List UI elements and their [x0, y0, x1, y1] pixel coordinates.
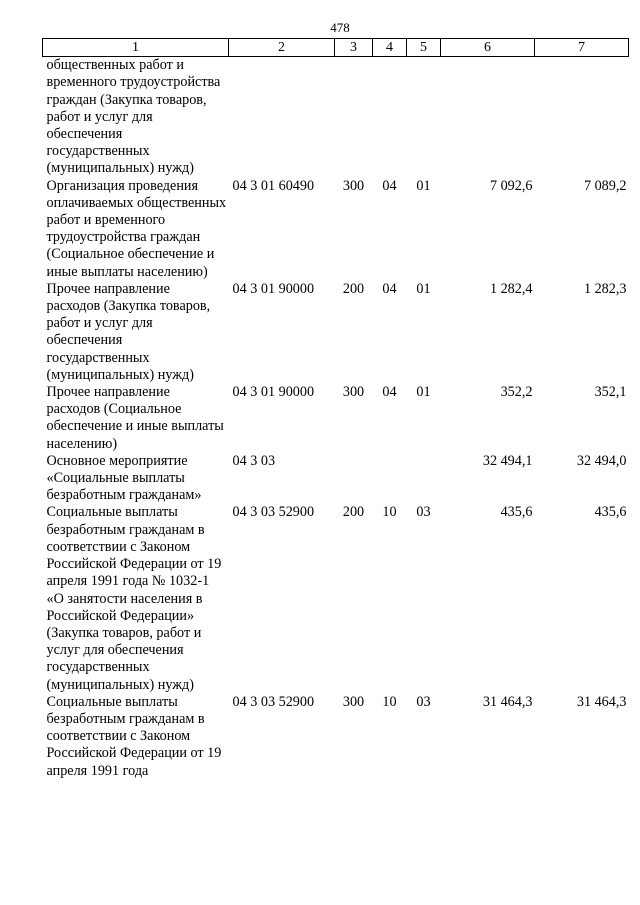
cell-code: 04 3 03 52900: [232, 693, 315, 710]
cell-col7: 32 494,0: [576, 452, 627, 469]
table-row: [43, 281, 629, 384]
cell-col7: 352,1: [594, 384, 627, 401]
table-body: [43, 57, 629, 780]
cell-col5: 01: [416, 384, 431, 401]
cell-col4: 04: [382, 280, 397, 297]
column-header-1: 1: [43, 39, 229, 57]
cell-col4: 10: [382, 504, 397, 521]
cell-col7: 31 464,3: [576, 693, 627, 710]
cell-name: Прочее направление расходов (Социальное обеспечение и иные выплаты населению): [46, 384, 224, 452]
table-row: [43, 453, 629, 505]
cell-col3: 300: [342, 384, 365, 401]
budget-table-container: [42, 38, 628, 780]
cell-col3: 200: [342, 280, 365, 297]
cell-col5: [407, 57, 441, 178]
cell-col6: 7 092,6: [489, 177, 533, 194]
cell-name: Организация проведения оплачиваемых общественных работ и временного трудоустройства граждан (Социальное обеспечение и иные выплаты населению): [46, 177, 227, 280]
cell-col7: [535, 57, 629, 178]
cell-col6: 435,6: [500, 504, 533, 521]
table-row: [43, 178, 629, 281]
cell-name: Социальные выплаты безработным гражданам в соответствии с Законом Российской Федерации от 19 апреля 1991 года: [46, 693, 222, 779]
cell-col5: [407, 453, 441, 505]
cell-col7: 435,6: [594, 504, 627, 521]
cell-name: Прочее направление расходов (Закупка товаров, работ и услуг для обеспечения государственных (муниципальных) нужд): [46, 280, 211, 383]
cell-col4: [373, 453, 407, 505]
cell-name: общественных работ и временного трудоустройства граждан (Закупка товаров, работ и услуг для обеспечения государственных (муниципальных) нужд): [46, 57, 221, 177]
cell-code: 04 3 01 90000: [232, 280, 315, 297]
cell-col4: 04: [382, 177, 397, 194]
column-header-7: 7: [535, 39, 629, 57]
table-row: [43, 504, 629, 693]
column-header-3: 3: [335, 39, 373, 57]
page-number: 478: [330, 20, 350, 35]
cell-col5: 03: [416, 504, 431, 521]
header-row: [43, 39, 629, 57]
cell-col4: 10: [382, 693, 397, 710]
column-header-5: 5: [407, 39, 441, 57]
cell-code: 04 3 03: [232, 452, 276, 469]
table-row: [43, 694, 629, 780]
cell-col5: 03: [416, 693, 431, 710]
cell-col6: 1 282,4: [489, 280, 533, 297]
table-row: [43, 384, 629, 453]
column-header-6: 6: [441, 39, 535, 57]
cell-col5: 01: [416, 177, 431, 194]
budget-table: [42, 38, 629, 780]
cell-code: 04 3 03 52900: [232, 504, 315, 521]
cell-name: Основное мероприятие «Социальные выплаты безработным гражданам»: [46, 452, 202, 504]
cell-col6: 32 494,1: [482, 452, 533, 469]
cell-name: Социальные выплаты безработным гражданам в соответствии с Законом Российской Федерации от 19 апреля 1991 года № 1032-1 «О занятости населения в Российской Федерации» (Закупка товаров, работ и услуг для обеспечения государственных (муниципальных) нужд): [46, 504, 222, 693]
cell-code: [229, 57, 335, 178]
cell-col7: 1 282,3: [583, 280, 627, 297]
cell-col6: [441, 57, 535, 178]
cell-code: 04 3 01 60490: [232, 177, 315, 194]
cell-col5: 01: [416, 280, 431, 297]
cell-col3: 300: [342, 177, 365, 194]
cell-col4: [373, 57, 407, 178]
cell-col3: [335, 57, 373, 178]
cell-col6: 31 464,3: [482, 693, 533, 710]
table-row: [43, 57, 629, 178]
column-header-2: 2: [229, 39, 335, 57]
cell-col7: 7 089,2: [583, 177, 627, 194]
cell-col6: 352,2: [500, 384, 533, 401]
cell-col4: 04: [382, 384, 397, 401]
cell-col3: 300: [342, 693, 365, 710]
cell-col3: [335, 453, 373, 505]
cell-code: 04 3 01 90000: [232, 384, 315, 401]
column-header-4: 4: [373, 39, 407, 57]
cell-col3: 200: [342, 504, 365, 521]
